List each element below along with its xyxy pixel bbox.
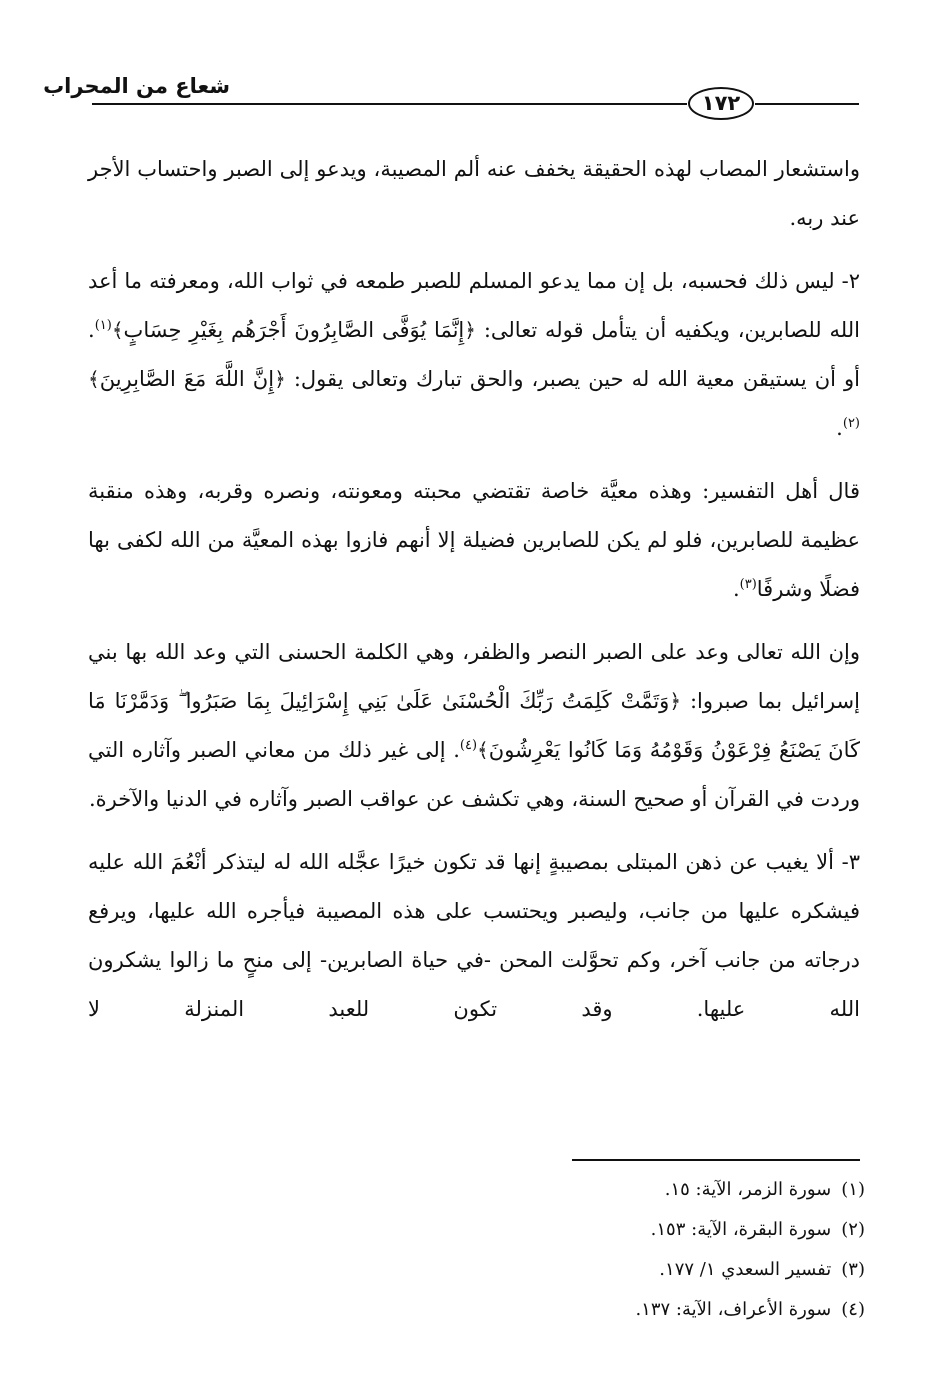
footnote-text: سورة البقرة، الآية: ١٥٣. — [650, 1219, 832, 1240]
paragraph-3 — [88, 467, 860, 614]
footnote-number: (٤) — [841, 1299, 865, 1320]
footnote-text: سورة الأعراف، الآية: ١٣٧. — [635, 1299, 832, 1320]
p2-text-2: . أو أن يستيقن معية الله له حين يصبر، والحق تبارك وتعالى يقول: — [88, 318, 860, 391]
p3-text: قال أهل التفسير: وهذه معيَّة خاصة تقتضي محبته ومعونته، ونصره وقربه، وهذه منقبة عظيمة للصابرين، فلو لم يكن للصابرين فضيلة إلا أنهم فازوا بهذه المعيَّة من الله لكفى بها فضلًا وشرفًا — [88, 479, 860, 601]
quran-quote-3: وَتَمَّتْ كَلِمَتُ رَبِّكَ الْحُسْنَىٰ عَلَىٰ بَنِي إِسْرَائِيلَ بِمَا صَبَرُوا ۖ وَدَمَّرْنَا مَا كَانَ يَصْنَعُ فِرْعَوْنُ وَقَوْمُهُ وَمَا كَانُوا يَعْرِشُونَ — [88, 689, 860, 762]
header-rule-right — [755, 103, 859, 105]
paragraph-1: واستشعار المصاب لهذه الحقيقة يخفف عنه ألم المصيبة، ويدعو إلى الصبر واحتساب الأجر عند ربه. — [88, 157, 860, 230]
footnote-number: (٢) — [841, 1219, 865, 1240]
quran-quote-1: إِنَّمَا يُوَفَّى الصَّابِرُونَ أَجْرَهُم بِغَيْرِ حِسَابٍ — [123, 318, 465, 342]
footnote-rule — [572, 1159, 860, 1161]
footnote-ref-3: (٣) — [739, 577, 757, 592]
book-title: شعاع من المحراب — [43, 74, 230, 98]
quran-open-bracket: ﴿ — [464, 318, 476, 342]
footnote-ref-2: (٢) — [842, 416, 860, 431]
footnote-1 — [300, 1170, 865, 1210]
quran-quote-2: إِنَّ اللَّهَ مَعَ الصَّابِرِينَ — [99, 367, 275, 391]
footnote-3 — [300, 1250, 865, 1290]
footnote-text: سورة الزمر، الآية: ١٥. — [664, 1179, 832, 1200]
footnote-number: (١) — [841, 1179, 865, 1200]
footnote-2 — [300, 1210, 865, 1250]
paragraph-4 — [88, 628, 860, 824]
main-text — [88, 145, 860, 1034]
header-rule-left — [92, 103, 687, 105]
footnote-text: تفسير السعدي ١/ ١٧٧. — [659, 1259, 832, 1280]
quran-close-bracket: ﴾ — [111, 318, 124, 342]
p4-text-1: وإن الله تعالى وعد على الصبر النصر والظفر، وهي الكلمة الحسنى التي وعد الله بها بني إسرائيل بما صبروا: — [88, 640, 860, 713]
p3-end: . — [732, 577, 740, 601]
footnote-4 — [300, 1290, 865, 1330]
paragraph-5: ٣- ألا يغيب عن ذهن المبتلى بمصيبةٍ إنها قد تكون خيرًا عجَّله الله له ليتذكر أنْعُمَ الله عليه فيشكره عليها من جانب، وليصبر ويحتسب على هذه المصيبة فيأجره الله عليها، ويرفع درجاته من جانب آخر، وكم تحوَّلت المحن -في حياة الصابرين- إلى منحٍ ما زالوا يشكرون الله عليها. وقد تكون للعبد المنزلة لا — [88, 850, 860, 1021]
quran-close-bracket: ﴾ — [477, 738, 489, 762]
paragraph-2 — [88, 257, 860, 453]
footnote-number: (٣) — [841, 1259, 865, 1280]
footnotes — [300, 1170, 865, 1330]
footnote-ref-1: (١) — [94, 318, 112, 333]
p4-text-2: . إلى غير ذلك من معاني الصبر وآثاره التي وردت في القرآن أو صحيح السنة، وهي تكشف عن عواقب الصبر وآثاره في الدنيا والآخرة. — [88, 738, 860, 811]
footnote-ref-4: (٤) — [459, 738, 478, 753]
quran-open-bracket: ﴿ — [274, 367, 286, 391]
page-header — [0, 0, 944, 140]
quran-open-bracket: ﴿ — [669, 689, 682, 713]
p2-end: . — [836, 416, 843, 440]
page-number: ١٧٢ — [688, 87, 754, 120]
quran-close-bracket: ﴾ — [88, 367, 100, 391]
p2-text-1: ٢- ليس ذلك فحسبه، بل إن مما يدعو المسلم للصبر طمعه في ثواب الله، ومعرفته ما أعد الله للصابرين، ويكفيه أن يتأمل قوله تعالى: — [88, 269, 860, 342]
